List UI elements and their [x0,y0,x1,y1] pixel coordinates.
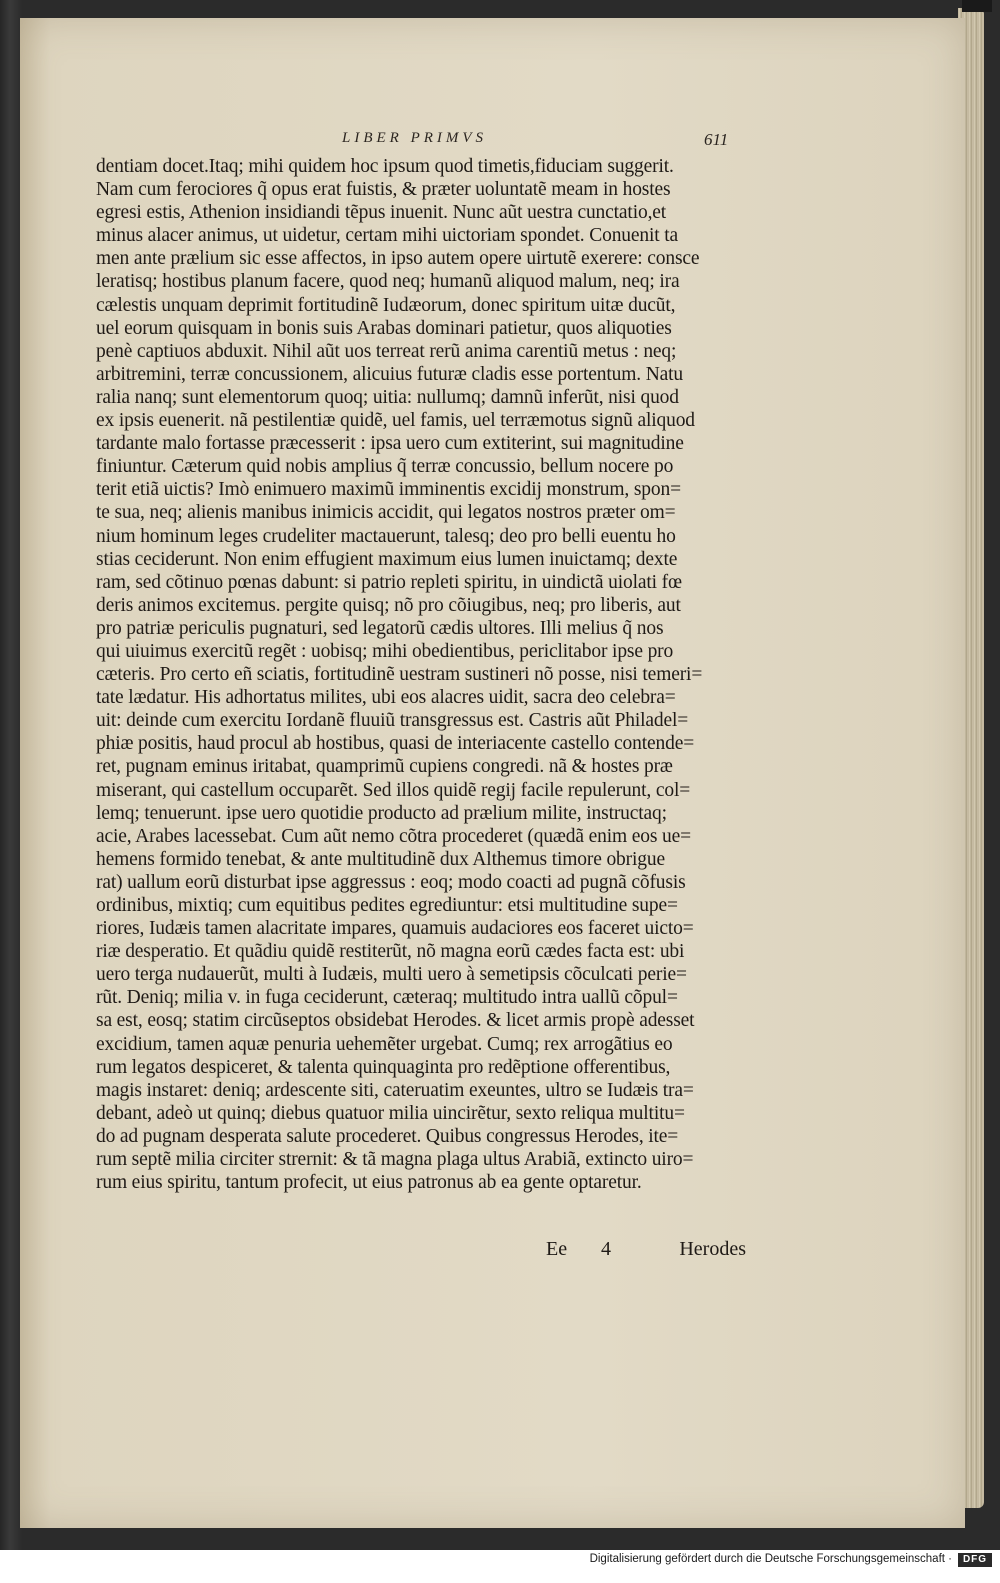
signature-line [96,1238,746,1264]
text-line: debant, adeò ut quinq; diebus quatuor milia uincirẽtur, sexto reliqua multitu= [96,1102,685,1124]
text-line: cæteris. Pro certo eñ sciatis, fortitudinẽ uestram sustineri nõ posse, nisi temeri= [96,664,703,686]
text-line: magis instaret: deniq; ardescente siti, cateruatim exeuntes, ultro se Iudæis tra= [96,1079,694,1101]
running-head: LIBER PRIMVS [342,130,488,146]
text-line: deris animos excitemus. pergite quisq; nõ pro cõiugibus, neq; pro liberis, aut [96,594,681,616]
text-line: arbitremini, terræ concussionem, alicuius futuræ cladis esse portentum. Natu [96,363,683,385]
text-line: uero terga nudauerũt, multi à Iudæis, multi uero à semetipsis cõculcati perie= [96,964,687,986]
text-line: phiæ positis, haud procul ab hostibus, quasi de interiacente castello contende= [96,733,695,755]
text-line: tardante malo fortasse præcesserit : ipsa uero cum extiterint, sui magnitudine [96,433,684,455]
text-line: men ante prælium sic esse affectos, in ipso autem opere uirtutẽ exerere: consce [96,248,700,270]
text-line: rũt. Deniq; milia v. in fuga ceciderunt, cæteraq; multitudo intra uallũ cõpul= [96,987,678,1009]
text-line: ram, sed cõtinuo pœnas dabunt: si patrio repleti spiritu, in uindictã uiolati fœ [96,571,682,593]
text-line: leratisq; hostibus planum facere, quod neq; humanũ aliquod malum, neq; ira [96,271,680,293]
credit-text: Digitalisierung gefördert durch die Deutsche Forschungsgemeinschaft · [589,1553,952,1565]
text-line: te sua, neq; alienis manibus inimicis accidit, qui legatos nostros præter om= [96,502,676,524]
text-line: riores, Iudæis tamen alacritate impares, quamuis audaciores eos faceret uicto= [96,918,694,940]
text-line: cælestis unquam deprimit fortitudinẽ Iudæorum, donec spiritum uitæ ducũt, [96,294,676,316]
text-line: stias ceciderunt. Non enim effugient maximum eius lumen inuictamq; dexte [96,548,678,570]
dfg-logo: DFG [958,1553,992,1567]
text-line: miserant, qui castellum occuparẽt. Sed illos quidẽ regij facile repulerunt, col= [96,779,691,801]
text-line: rum eius spiritu, tantum profecit, ut eius patronus ab ea gente optaretur. [96,1172,642,1194]
text-line: acie, Arabes lacessebat. Cum aũt nemo cõtra procederet (quædã enim eos ue= [96,825,691,847]
page-number: 611 [704,130,729,149]
text-line: excidium, tamen aquæ penuria uehemẽter urgebat. Cumq; rex arrogãtius eo [96,1033,673,1055]
text-line: lemq; tenuerunt. ipse uero quotidie producto ad prælium milite, instructaq; [96,802,667,824]
text-line: dentiam docet.Itaq; mihi quidem hoc ipsum quod timetis,fiduciam suggerit. [96,156,674,177]
text-line: qui uiuimus exercitũ regẽt : uobisq; mihi obedientibus, periclitabor ipse pro [96,640,674,662]
text-line: ex ipsis euenerit. nã pestilentiæ quidẽ, uel famis, uel terræmotus signũ aliquod [96,410,695,432]
text-line: riæ desperatio. Et quãdiu quidẽ restiterũt, nõ magna eorũ cædes facta est: ubi [96,941,685,963]
text-line: minus alacer animus, ut uidetur, certam mihi uictoriam spondet. Conuenit ta [96,225,679,247]
text-line: uel eorum quisquam in bonis suis Arabas dominari patietur, quos aliquoties [96,317,672,339]
text-line: terit etiã uictis? Imò enimuero maximũ imminentis excidij monstrum, spon= [96,479,681,501]
catchword: Herodes [679,1238,746,1260]
signature-mark: Ee [546,1238,568,1260]
text-line: ret, pugnam eminus iritabat, quamprimũ cupiens congredi. nã & hostes præ [96,756,673,778]
text-line: penè captiuos abduxit. Nihil aũt uos terreat rerũ anima carentiũ metus : neq; [96,340,677,362]
text-line: egresi estis, Athenion insidiandi tẽpus inuenit. Nunc aũt uestra cunctatio,et [96,202,667,224]
text-line: Nam cum ferociores q̃ opus erat fuistis, & præter uoluntatẽ meam in hostes [96,179,671,201]
text-line: pro patriæ periculis pugnaturi, sed legatorũ cædis ultores. Illi melius q̃ nos [96,617,664,639]
text-line: rum septẽ milia circiter strernit: & tã magna plaga ultus Arabiã, extincto uiro= [96,1149,694,1171]
text-line: rat) uallum eorũ disturbat ipse aggressus : eoq; modo coacti ad pugnã cõfusis [96,871,686,893]
body-text [96,155,746,1194]
text-line: sa est, eosq; statim circũseptos obsidebat Herodes. & licet armis propè adesset [96,1010,695,1032]
signature-number: 4 [601,1238,611,1260]
text-line: ordinibus, mixtiq; cum equitibus pedites egrediuntur: etsi multitudine supe= [96,895,678,916]
text-line: uit: deinde cum exercitu Iordanẽ fluuiũ transgressus est. Castris aũt Philadel= [96,710,689,732]
text-line: finiuntur. Cæterum quid nobis amplius q̃ terræ concussio, bellum nocere po [96,456,674,478]
binding-gap [962,0,992,12]
text-line: ralia nanq; sunt elementorum quoq; uitia: nullumq; damnũ inferũt, nisi quod [96,386,679,408]
text-line: nium hominum leges crudeliter mactauerunt, talesq; deo pro belli euentu ho [96,525,676,547]
text-line: rum legatos despiceret, & talenta quinquaginta pro redẽptione offerentibus, [96,1056,671,1078]
text-line: hemens formido tenebat, & ante multitudinẽ dux Althemus timore obrigue [96,848,665,870]
text-line: tate lædatur. His adhortatus milites, ubi eos alacres uidit, sacra deo celebra= [96,687,676,709]
text-line: do ad pugnam desperata salute procederet. Quibus congressus Herodes, ite= [96,1125,679,1147]
